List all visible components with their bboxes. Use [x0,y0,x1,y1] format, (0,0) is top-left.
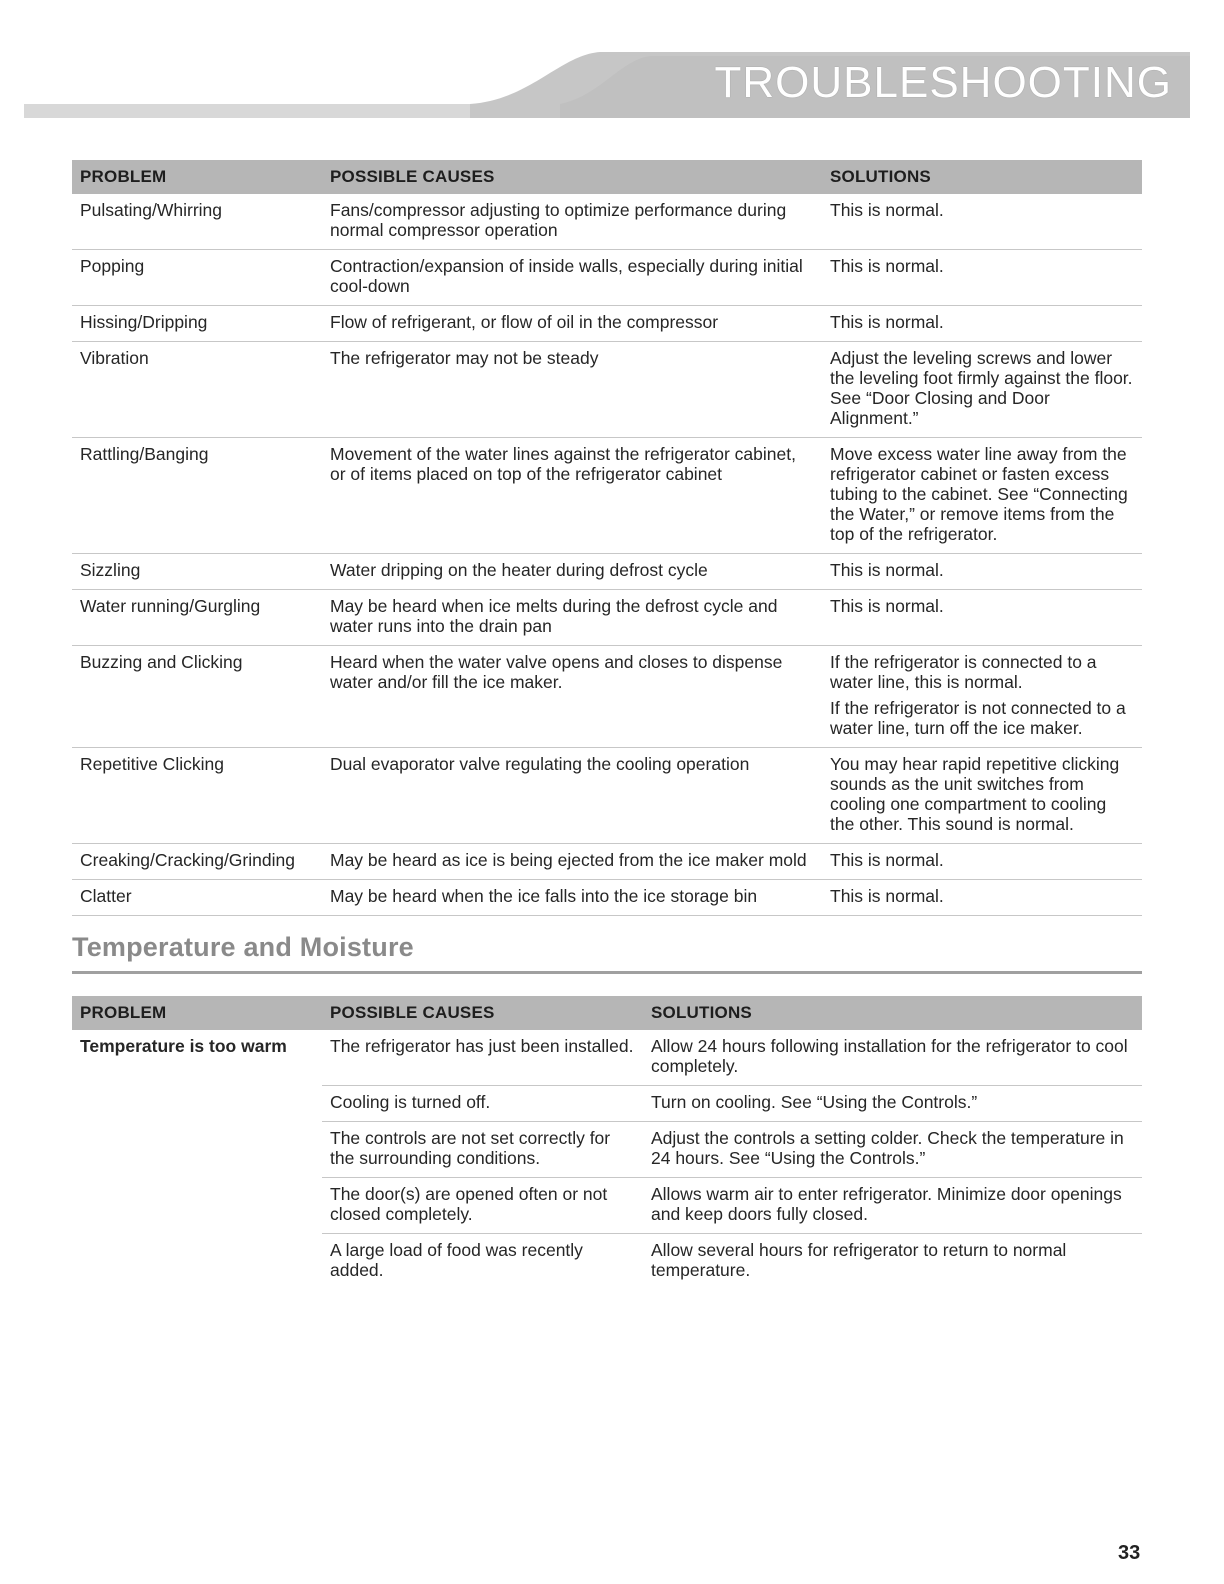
solution-text: This is normal. [830,886,944,906]
cause-cell: The refrigerator has just been installed. [322,1030,643,1086]
problem-cell: Creaking/Cracking/Grinding [72,844,322,880]
solution-text: This is normal. [830,200,944,220]
solution-cell [822,250,1142,306]
solution-cell: Adjust the controls a setting colder. Check the temperature in 24 hours. See “Using the Controls.” [643,1122,1142,1178]
table-row [72,748,1142,844]
table-row [72,880,1142,916]
solution-cell [822,194,1142,250]
cause-cell: Heard when the water valve opens and closes to dispense water and/or fill the ice maker. [322,646,822,748]
table-row [72,1030,1142,1086]
solution-text: This is normal. [830,850,944,870]
cause-cell: Cooling is turned off. [322,1086,643,1122]
problem-cell: Water running/Gurgling [72,590,322,646]
problem-cell: Hissing/Dripping [72,306,322,342]
table-row [72,554,1142,590]
problem-cell: Buzzing and Clicking [72,646,322,748]
header-banner [0,0,1224,130]
header-possible-causes: POSSIBLE CAUSES [322,160,822,194]
header-solutions: SOLUTIONS [822,160,1142,194]
solution-cell [822,342,1142,438]
cause-cell: May be heard when ice melts during the defrost cycle and water runs into the drain pan [322,590,822,646]
cause-cell: Dual evaporator valve regulating the cooling operation [322,748,822,844]
cause-cell: Water dripping on the heater during defrost cycle [322,554,822,590]
cause-cell: May be heard when the ice falls into the ice storage bin [322,880,822,916]
solution-cell: Allows warm air to enter refrigerator. Minimize door openings and keep doors fully closed. [643,1178,1142,1234]
cause-cell: Movement of the water lines against the refrigerator cabinet, or of items placed on top of the refrigerator cabinet [322,438,822,554]
solution-text: This is normal. [830,256,944,276]
noise-troubleshooting-table [72,160,1142,916]
solution-cell [822,554,1142,590]
table-row [72,342,1142,438]
solution-text: This is normal. [830,596,944,616]
problem-cell: Temperature is too warm [80,1036,287,1056]
page-number: 33 [1118,1542,1141,1564]
solution-cell [822,844,1142,880]
table-header-row [72,996,1142,1030]
problem-cell: Popping [72,250,322,306]
cause-cell: The door(s) are opened often or not closed completely. [322,1178,643,1234]
solution-cell: Allow 24 hours following installation for the refrigerator to cool completely. [643,1030,1142,1086]
table-row [72,250,1142,306]
table-row [72,194,1142,250]
table-row [72,306,1142,342]
table-row [72,590,1142,646]
solution-cell: Turn on cooling. See “Using the Controls.” [643,1086,1142,1122]
table-row [72,438,1142,554]
header-solutions: SOLUTIONS [643,996,1142,1030]
problem-cell: Repetitive Clicking [72,748,322,844]
table-row [72,646,1142,748]
section-divider [72,971,1142,974]
cause-cell: A large load of food was recently added. [330,1240,583,1280]
solution-text: If the refrigerator is connected to a water line, this is normal. [830,652,1097,692]
cause-cell: Contraction/expansion of inside walls, especially during initial cool-down [322,250,822,306]
cause-cell: Flow of refrigerant, or flow of oil in the compressor [322,306,822,342]
solution-cell: Allow several hours for refrigerator to return to normal temperature. [651,1240,1067,1280]
solution-cell [822,590,1142,646]
solution-text: This is normal. [830,312,944,332]
solution-cell [822,646,1142,748]
solution-text: Move excess water line away from the refrigerator cabinet or fasten excess tubing to the cabinet. See “Connecting the Water,” or remove items from the top of the refrigerator. [830,444,1128,544]
header-possible-causes: POSSIBLE CAUSES [322,996,643,1030]
problem-cell: Sizzling [72,554,322,590]
header-problem: PROBLEM [72,996,322,1030]
problem-cell: Vibration [72,342,322,438]
solution-cell [822,438,1142,554]
page-title: TROUBLESHOOTING [714,58,1172,107]
solution-cell [822,306,1142,342]
solution-text: This is normal. [830,560,944,580]
cause-cell: May be heard as ice is being ejected from the ice maker mold [322,844,822,880]
problem-cell: Rattling/Banging [72,438,322,554]
header-problem: PROBLEM [72,160,322,194]
solution-cell [822,880,1142,916]
problem-cell: Clatter [72,880,322,916]
cause-cell: The refrigerator may not be steady [322,342,822,438]
solution-cell [822,748,1142,844]
table-header-row [72,160,1142,194]
solution-text: If the refrigerator is not connected to a water line, turn off the ice maker. [830,698,1126,738]
section-heading-temperature-moisture: Temperature and Moisture [72,932,414,962]
problem-cell: Pulsating/Whirring [72,194,322,250]
cause-cell: The controls are not set correctly for the surrounding conditions. [322,1122,643,1178]
table-row [72,844,1142,880]
solution-text: You may hear rapid repetitive clicking sounds as the unit switches from cooling one compartment to cooling the other. This sound is normal. [830,754,1120,834]
temperature-troubleshooting-table [72,996,1142,1289]
solution-text: Adjust the leveling screws and lower the leveling foot firmly against the floor. See “Door Closing and Door Alignment.” [830,348,1133,428]
cause-cell: Fans/compressor adjusting to optimize performance during normal compressor operation [322,194,822,250]
